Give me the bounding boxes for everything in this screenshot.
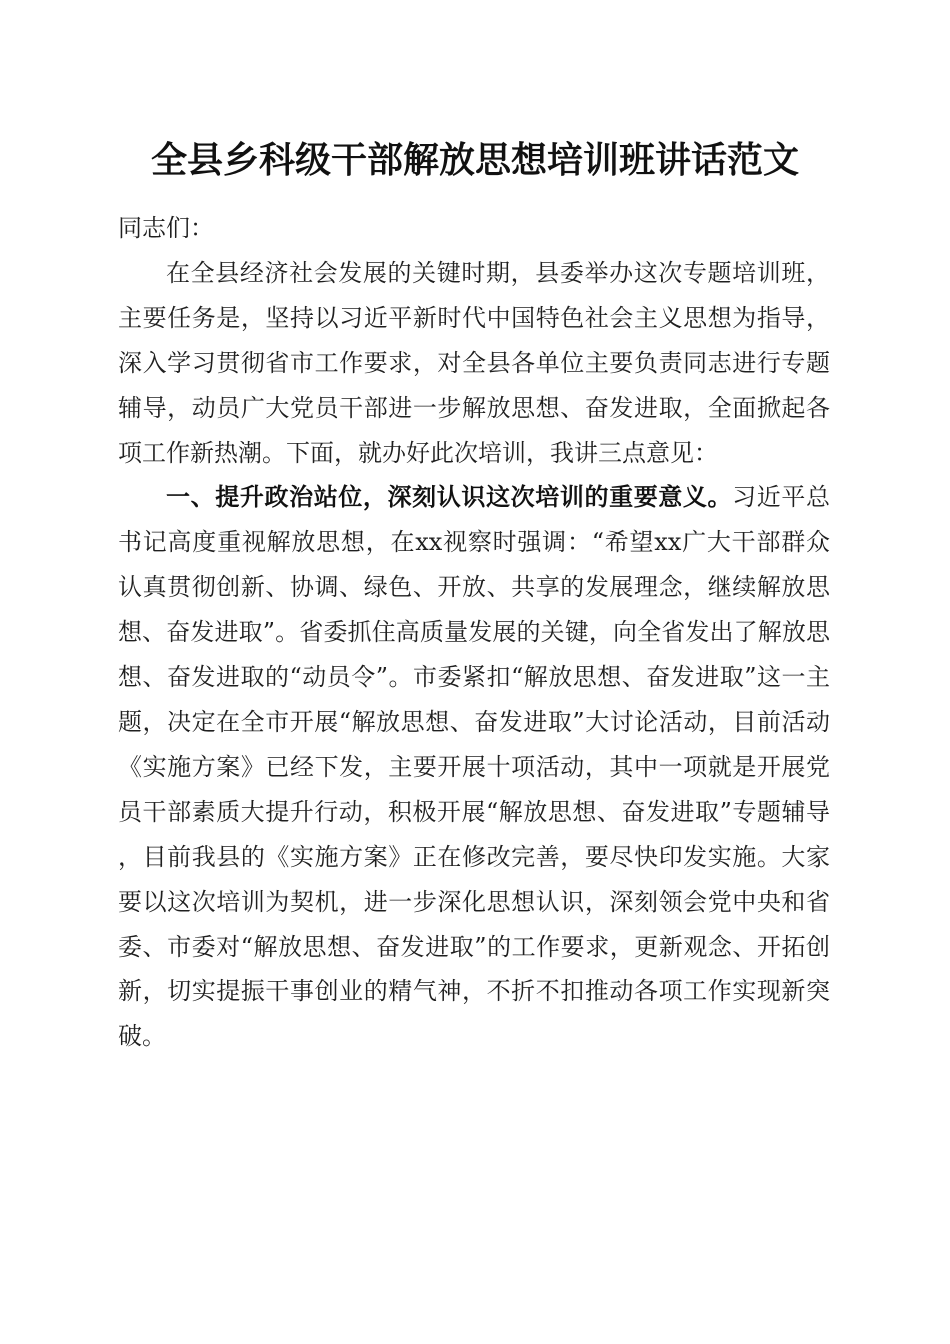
salutation: 同志们：: [118, 214, 214, 242]
intro-paragraph: 在全县经济社会发展的关键时期，县委举办这次专题培训班，主要任务是，坚持以习近平新时代中国特色社会主义思想为指导，深入学习贯彻省市工作要求，对全县各单位主要负责同志进行专题辅导，动员广大党员干部进一步解放思想、奋发进取，全面掀起各项工作新热潮。下面，就办好此次培训，我讲三点意见：: [118, 258, 830, 467]
section-1-paragraph: [118, 475, 830, 1059]
document-body: [118, 206, 830, 1059]
document-title: 全县乡科级干部解放思想培训班讲话范文: [150, 139, 799, 181]
section-1-heading: 一、提升政治站位，深刻认识这次培训的重要意义。: [166, 483, 733, 512]
section-1-body: 习近平总书记高度重视解放思想，在xx视察时强调：“希望xx广大干部群众认真贯彻创新、协调、绿色、开放、共享的发展理念，继续解放思想、奋发进取”。省委抓住高质量发展的关键，向全省发出了解放思想、奋发进取的“动员令”。市委紧扣“解放思想、奋发进取”这一主题，决定在全市开展“解放思想、奋发进取”大讨论活动，目前活动《实施方案》已经下发，主要开展十项活动，其中一项就是开展党员干部素质大提升行动，积极开展“解放思想、奋发进取”专题辅导，目前我县的《实施方案》正在修改完善，要尽快印发实施。大家要以这次培训为契机，进一步深化思想认识，深刻领会党中央和省委、市委对“解放思想、奋发进取”的工作要求，更新观念、开拓创新，切实提振干事创业的精气神，不折不扣推动各项工作实现新突破。: [118, 483, 831, 1051]
